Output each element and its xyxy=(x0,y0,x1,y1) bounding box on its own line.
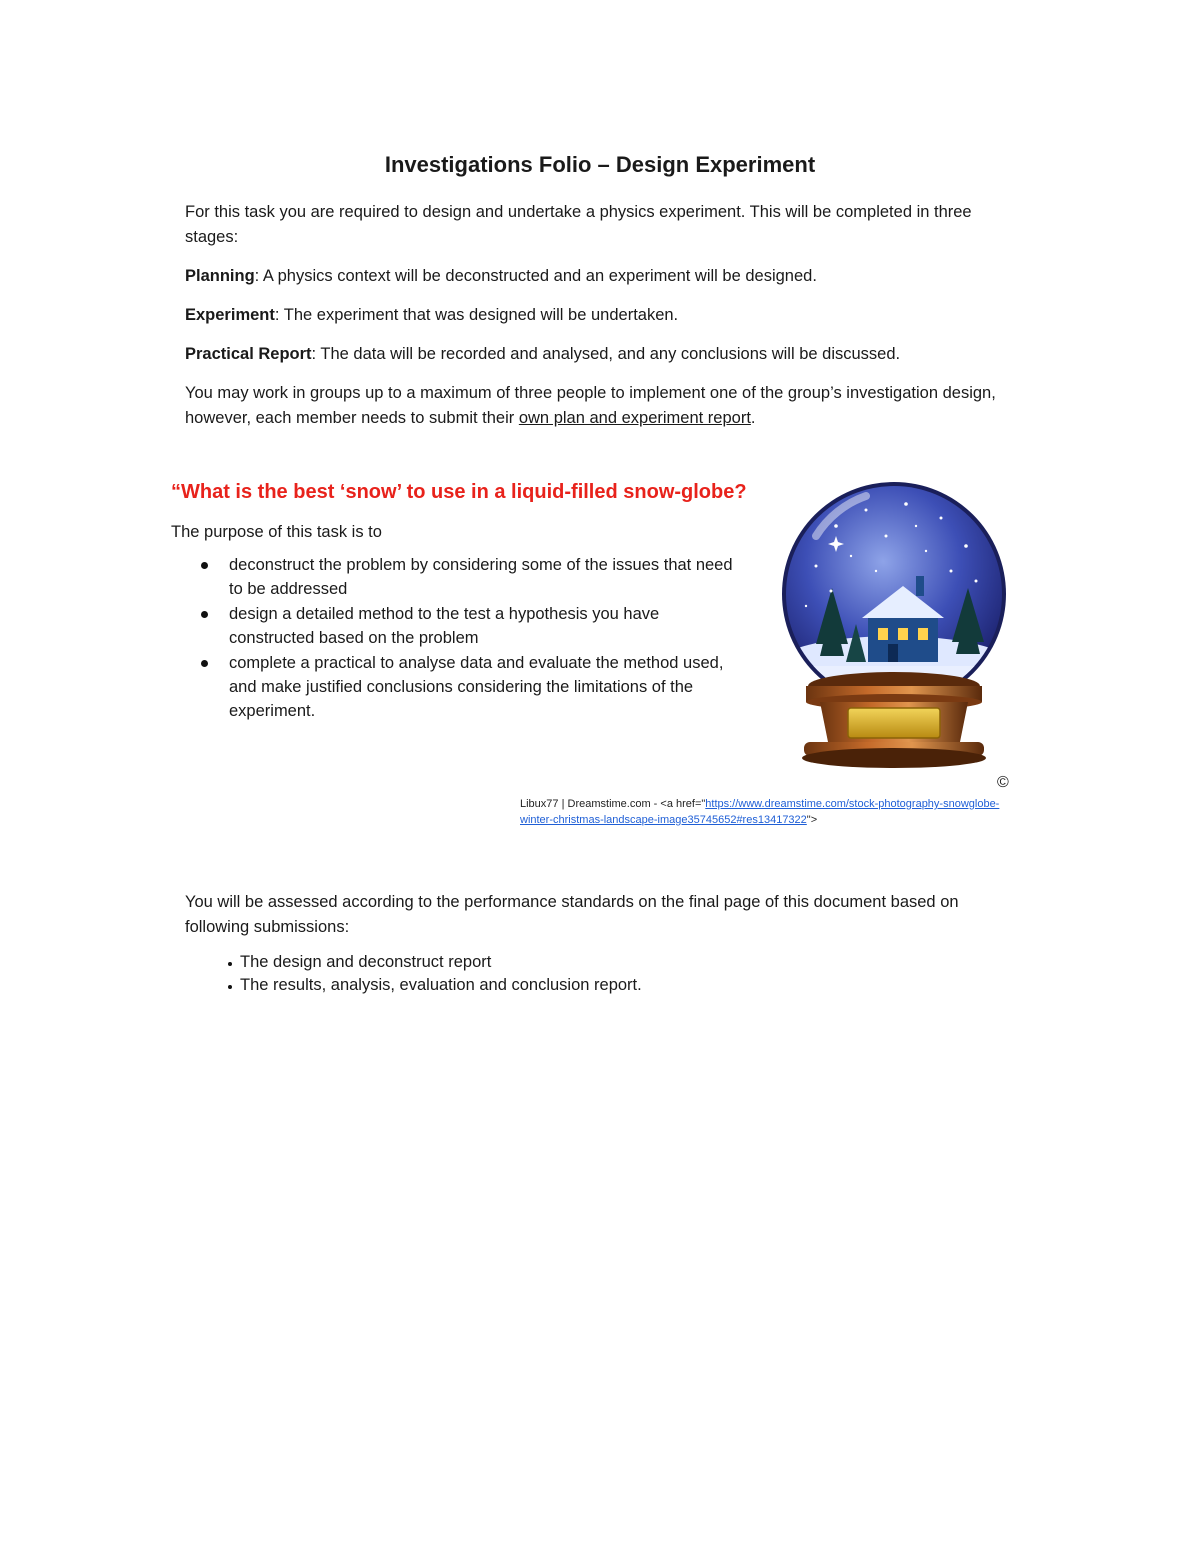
stage-text: : The data will be recorded and analysed, and any conclusions will be discussed. xyxy=(311,345,901,363)
stage-text: : The experiment that was designed will be undertaken. xyxy=(274,306,679,324)
assessment-paragraph: You will be assessed according to the performance standards on the final page of this document based on following submissions: xyxy=(185,893,959,936)
stage-label: Planning xyxy=(185,267,255,285)
credit-link[interactable]: https://www.dreamstime.com/stock-photography-snowglobe-winter-christmas-landscape-image35745652#res13417322 xyxy=(520,798,1000,826)
groups-underlined: own plan and experiment report xyxy=(518,409,751,427)
submissions-list xyxy=(240,951,642,997)
stage-text: : A physics context will be deconstructed and an experiment will be designed. xyxy=(254,267,817,285)
list-item: complete a practical to analyse data and evaluate the method used, and make justified conclusions considering the limitations of the experiment. xyxy=(229,651,749,723)
purpose-list xyxy=(229,553,749,724)
stage-label: Experiment xyxy=(185,306,275,324)
credit-suffix: "> xyxy=(806,814,818,826)
list-item: deconstruct the problem by considering some of the issues that need to be addressed xyxy=(229,553,749,601)
stage-practical-report xyxy=(185,342,1005,367)
groups-text: You may work in groups up to a maximum of three people to implement one of the group’s investigation design, however, each member needs to submit their xyxy=(185,384,996,427)
list-item: The results, analysis, evaluation and conclusion report. xyxy=(240,974,642,997)
stage-planning xyxy=(185,264,1005,289)
stage-label: Practical Report xyxy=(185,345,312,363)
copyright-symbol: © xyxy=(997,774,1009,791)
question-heading: “What is the best ‘snow’ to use in a liquid-filled snow-globe? xyxy=(171,481,747,503)
purpose-text: The purpose of this task is to xyxy=(171,523,382,541)
page-title: Investigations Folio – Design Experiment xyxy=(384,152,816,177)
snow-globe-image xyxy=(776,476,1012,776)
intro-paragraph: For this task you are required to design and undertake a physics experiment. This will be completed in three stages: xyxy=(185,203,972,246)
credit-prefix: Libux77 | Dreamstime.com - <a href=" xyxy=(520,798,706,810)
list-item: design a detailed method to the test a hypothesis you have constructed based on the problem xyxy=(229,602,749,650)
groups-end: . xyxy=(750,409,756,427)
list-item: The design and deconstruct report xyxy=(240,951,642,974)
stage-experiment xyxy=(185,303,1005,328)
groups-paragraph xyxy=(185,381,1000,431)
image-credit xyxy=(520,796,1000,828)
